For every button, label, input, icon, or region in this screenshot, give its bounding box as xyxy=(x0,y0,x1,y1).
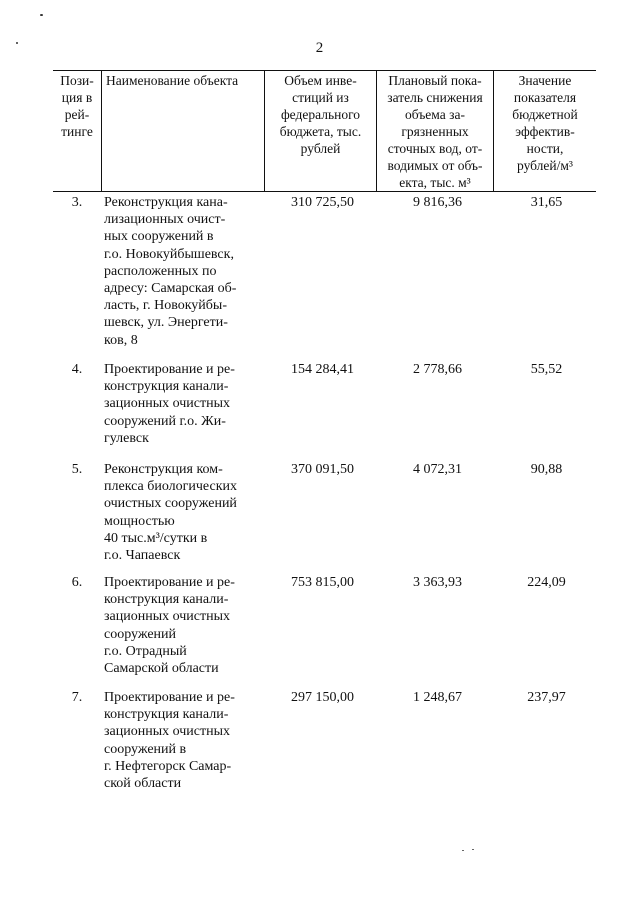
page-number: 2 xyxy=(315,40,324,56)
row-efficiency: 90,88 xyxy=(530,462,563,477)
table-header xyxy=(53,70,596,192)
scan-speck xyxy=(472,849,474,850)
row-object-name: Реконструкция кана- лизационных очист- ных сооружений в г.о. Новокуйбышевск, расположенных по адресу: Самарская об- ласть, г. Новокуйбы- шевск, ул. Энергети- ков, 8 xyxy=(104,195,237,348)
row-object-name: Реконструкция ком- плекса биологических очистных сооружений мощностью 40 тыс.м³/сутки в г.о. Чапаевск xyxy=(104,462,238,564)
row-reduction: 4 072,31 xyxy=(413,462,462,477)
header-investment: Объем инве- стиций из федерального бюджета, тыс. рублей xyxy=(264,71,376,191)
row-position: 6. xyxy=(71,575,83,590)
row-efficiency: 224,09 xyxy=(527,575,566,590)
header-reduction: Плановый пока- затель снижения объема за- грязненных сточных вод, от- водимых от объ- екта, тыс. м³ xyxy=(376,71,493,191)
header-name: Наименование объекта xyxy=(101,71,264,191)
row-efficiency: 237,97 xyxy=(527,690,566,705)
row-reduction: 9 816,36 xyxy=(413,195,462,210)
header-position: Пози- ция в рей- тинге xyxy=(60,73,94,139)
row-efficiency: 55,52 xyxy=(530,362,563,377)
row-position: 3. xyxy=(71,195,83,210)
scan-speck xyxy=(462,850,464,851)
row-investment: 297 150,00 xyxy=(291,690,354,705)
scan-speck xyxy=(40,14,43,16)
row-object-name: Проектирование и ре- конструкция канали- зационных очистных сооружений г.о. Отрадный Самарской области xyxy=(104,575,235,677)
row-position: 5. xyxy=(71,462,83,477)
row-efficiency: 31,65 xyxy=(530,195,563,210)
row-position: 4. xyxy=(71,362,83,377)
row-investment: 753 815,00 xyxy=(291,575,354,590)
row-position: 7. xyxy=(71,690,83,705)
row-reduction: 1 248,67 xyxy=(413,690,462,705)
row-investment: 310 725,50 xyxy=(291,195,354,210)
header-efficiency: Значение показателя бюджетной эффектив- ности, рублей/м³ xyxy=(493,71,596,191)
row-reduction: 3 363,93 xyxy=(413,575,462,590)
investment-rating-table xyxy=(53,70,596,792)
row-object-name: Проектирование и ре- конструкция канали- зационных очистных сооружений г.о. Жи- гулевск xyxy=(104,362,235,446)
row-object-name: Проектирование и ре- конструкция канали- зационных очистных сооружений в г. Нефтегорск Самар- ской области xyxy=(104,690,235,792)
row-investment: 370 091,50 xyxy=(291,462,354,477)
row-reduction: 2 778,66 xyxy=(413,362,462,377)
row-investment: 154 284,41 xyxy=(291,362,354,377)
